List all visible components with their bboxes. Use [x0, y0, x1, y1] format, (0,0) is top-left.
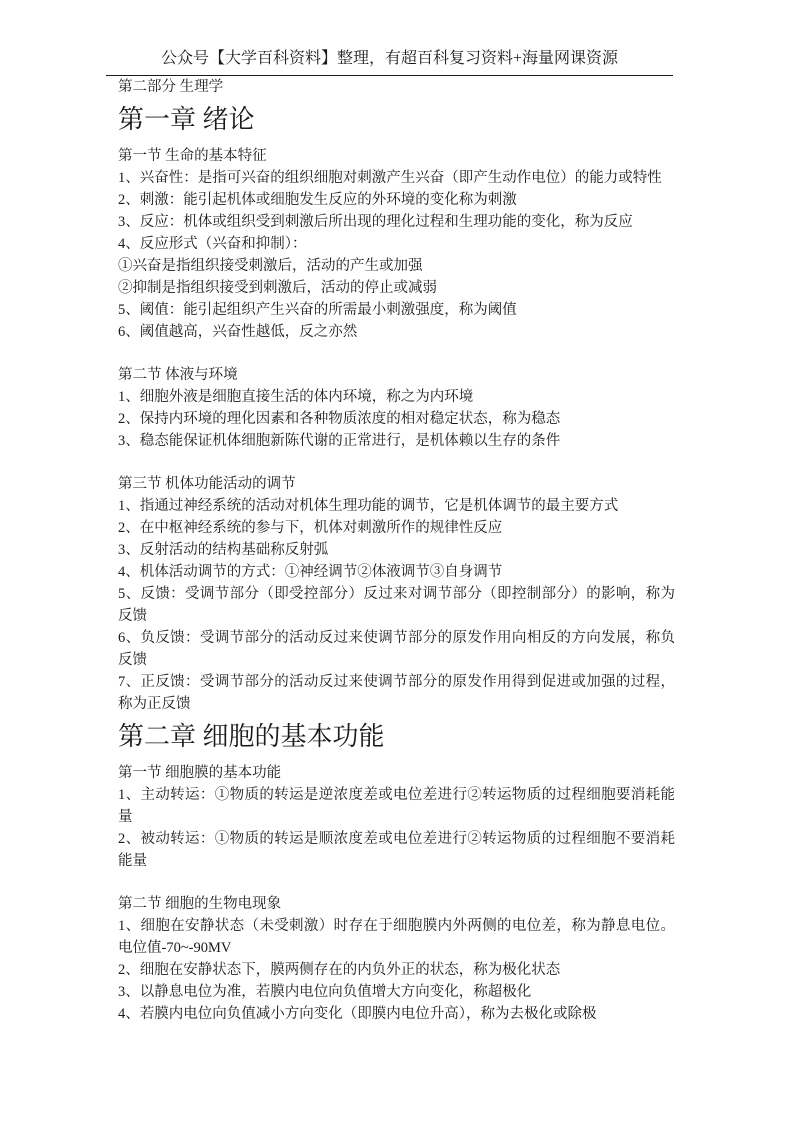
section-1-1 — [118, 145, 675, 343]
list-item: 5、阈值：能引起组织产生兴奋的所需最小刺激强度，称为阈值 — [118, 302, 517, 318]
list-item: 1、兴奋性：是指可兴奋的组织细胞对刺激产生兴奋（即产生动作电位）的能力或特性 — [118, 170, 662, 186]
chapter-2-title: 第二章 细胞的基本功能 — [118, 722, 385, 751]
list-item: 2、在中枢神经系统的参与下，机体对刺激所作的规律性反应 — [118, 520, 503, 536]
list-item: 2、刺激：能引起机体或细胞发生反应的外环境的变化称为刺激 — [118, 192, 517, 208]
list-item: 5、反馈：受调节部分（即受控部分）反过来对调节部分（即控制部分）的影响，称为反馈 — [118, 586, 675, 624]
section-1-2 — [118, 364, 675, 452]
list-item: 1、细胞外液是细胞直接生活的体内环境，称之为内环境 — [118, 389, 474, 405]
header-text: 公众号【大学百科资料】整理，有超百科复习资料+海量网课资源 — [160, 50, 619, 67]
list-item: 1、指通过神经系统的活动对机体生理功能的调节，它是机体调节的最主要方式 — [118, 498, 619, 514]
list-item: ①兴奋是指组织接受刺激后，活动的产生或加强 — [118, 258, 423, 274]
list-item: 2、保持内环境的理化因素和各种物质浓度的相对稳定状态，称为稳态 — [118, 411, 561, 427]
list-item: 4、机体活动调节的方式：①神经调节②体液调节③自身调节 — [118, 564, 503, 580]
list-item: 4、反应形式（兴奋和抑制）： — [118, 236, 307, 252]
list-item: 2、细胞在安静状态下，膜两侧存在的内负外正的状态，称为极化状态 — [118, 962, 561, 978]
section-title: 第一节 细胞膜的基本功能 — [118, 765, 282, 781]
list-item: 3、反射活动的结构基础称反射弧 — [118, 542, 329, 558]
list-item: 6、负反馈：受调节部分的活动反过来使调节部分的原发作用向相反的方向发展，称负反馈 — [118, 630, 675, 668]
list-item: 6、阈值越高，兴奋性越低，反之亦然 — [118, 324, 358, 340]
chapter-1-title: 第一章 绪论 — [118, 105, 255, 134]
section-2-1 — [118, 762, 675, 872]
list-item: 3、反应：机体或组织受到刺激后所出现的理化过程和生理功能的变化，称为反应 — [118, 214, 633, 230]
list-item: 7、正反馈：受调节部分的活动反过来使调节部分的原发作用得到促进或加强的过程，称为正反馈 — [118, 674, 675, 712]
list-item: 2、被动转运：①物质的转运是顺浓度差或电位差进行②转运物质的过程细胞不要消耗能量 — [118, 831, 675, 869]
document-content — [118, 76, 675, 1025]
list-item: ②抑制是指组织接受到刺激后，活动的停止或减弱 — [118, 280, 437, 296]
section-title: 第二节 体液与环境 — [118, 367, 238, 383]
section-title: 第一节 生命的基本特征 — [118, 148, 267, 164]
section-1-3 — [118, 473, 675, 715]
page-header — [106, 0, 673, 76]
list-item: 3、以静息电位为准，若膜内电位向负值增大方向变化，称超极化 — [118, 984, 532, 1000]
list-item: 1、细胞在安静状态（未受刺激）时存在于细胞膜内外两侧的电位差，称为静息电位。电位值-70~-90MV — [118, 918, 675, 956]
list-item: 3、稳态能保证机体细胞新陈代谢的正常进行，是机体赖以生存的条件 — [118, 433, 561, 449]
list-item: 4、若膜内电位向负值减小方向变化（即膜内电位升高），称为去极化或除极 — [118, 1006, 597, 1022]
section-title: 第二节 细胞的生物电现象 — [118, 896, 282, 912]
list-item: 1、主动转运：①物质的转运是逆浓度差或电位差进行②转运物质的过程细胞要消耗能量 — [118, 787, 675, 825]
section-2-2 — [118, 893, 675, 1025]
section-title: 第三节 机体功能活动的调节 — [118, 476, 296, 492]
part-title: 第二部分 生理学 — [118, 79, 224, 95]
